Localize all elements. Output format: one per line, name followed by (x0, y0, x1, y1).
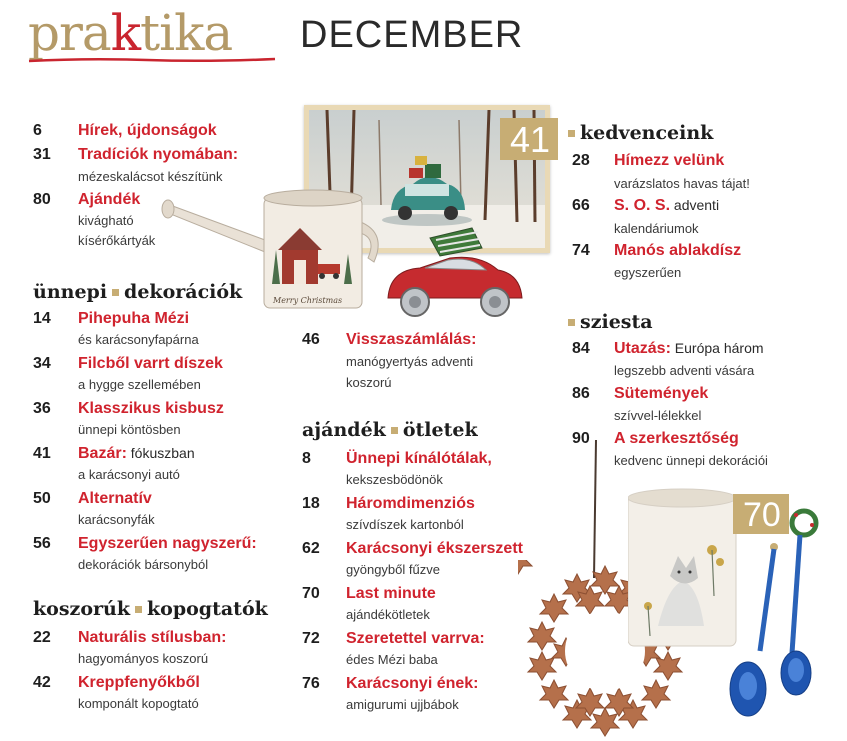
page-number: 41 (33, 445, 51, 462)
page-number: 84 (572, 340, 590, 357)
entry-subtitle: koszorú (346, 375, 392, 390)
page-number: 8 (302, 450, 311, 467)
entry-title: Karácsonyi ének: (346, 675, 479, 692)
page-number: 31 (33, 146, 51, 163)
section-heading-koszoruk: koszorúk kopogtatók (33, 598, 268, 620)
entry-title: Szeretettel varrva: (346, 630, 485, 647)
section-heading-sziesta: sziesta (568, 313, 653, 332)
watering-can-photo (160, 180, 390, 315)
page-number: 42 (33, 674, 51, 691)
entry-subtitle: kekszesbödönök (346, 472, 443, 487)
page-number: 90 (572, 430, 590, 447)
entry-title: Visszaszámlálás: (346, 331, 477, 348)
entry-title: Hírek, újdonságok (78, 122, 217, 139)
page-number: 70 (302, 585, 320, 602)
watering-can-text: Merry Christmas (273, 296, 343, 305)
page-number: 86 (572, 385, 590, 402)
page-number: 14 (33, 310, 51, 327)
entry-title: Last minute (346, 585, 436, 602)
entry-title: Hímezz velünk (614, 152, 725, 169)
page-number: 18 (302, 495, 320, 512)
entry-subtitle: gyöngyből fűzve (346, 562, 440, 577)
hanging-cord (586, 440, 606, 580)
praktika-logo: praktika (28, 4, 233, 62)
page-number: 28 (572, 152, 590, 169)
entry-subtitle: egyszerűen (614, 265, 682, 280)
car-charm-photo (380, 218, 530, 323)
entry-subtitle: kísérőkártyák (78, 233, 156, 248)
issue-month: DECEMBER (300, 14, 524, 56)
entry-title: S. O. S. adventi (614, 197, 720, 214)
page-number: 76 (302, 675, 320, 692)
entry-title: Ünnepi kínálótálak, (346, 450, 492, 467)
page-number: 56 (33, 535, 51, 552)
page-number: 46 (302, 331, 320, 348)
entry-subtitle: manógyertyás adventi (346, 354, 474, 369)
entry-title: A szerkesztőség (614, 430, 739, 447)
entry-subtitle: amigurumi ujjbábok (346, 697, 459, 712)
entry-title: Klasszikus kisbusz (78, 400, 224, 417)
section-heading-unnepi: ünnepi dekorációk (33, 281, 243, 303)
entry-subtitle: és karácsonyfapárna (78, 332, 199, 347)
entry-title: Bazár: fókuszban (78, 445, 195, 462)
entry-title: Karácsonyi ékszerszett (346, 540, 523, 557)
entry-subtitle: szívdíszek kartonból (346, 517, 464, 532)
toc-column-3 (568, 124, 838, 474)
section-heading-ajandek: ajándék ötletek (302, 419, 478, 441)
entry-title: Alternatív (78, 490, 152, 507)
entry-subtitle: ünnepi köntösben (78, 422, 181, 437)
entry-title: Utazás: Európa három (614, 340, 764, 357)
entry-subtitle: kalendáriumok (614, 221, 699, 236)
page-number: 34 (33, 355, 51, 372)
page-number: 36 (33, 400, 51, 417)
entry-subtitle: komponált kopogtató (78, 696, 199, 711)
entry-subtitle: legszebb adventi vására (614, 363, 755, 378)
entry-title: Sütemények (614, 385, 709, 402)
entry-subtitle: varázslatos havas tájat! (614, 176, 750, 191)
entry-subtitle: kivágható (78, 213, 134, 228)
page-badge-41: 41 (500, 118, 558, 160)
page-number: 66 (572, 197, 590, 214)
entry-subtitle: kedvenc ünnepi dekorációi (614, 453, 768, 468)
entry-title: Pihepuha Mézi (78, 310, 190, 327)
section-heading-kedvenceink: kedvenceink (568, 124, 713, 143)
page-badge-70: 70 (733, 494, 789, 534)
blue-spoons-photo (720, 505, 840, 741)
entry-title: Filcből varrt díszek (78, 355, 223, 372)
page-number: 72 (302, 630, 320, 647)
entry-subtitle: hagyományos koszorú (78, 651, 209, 666)
entry-subtitle: mézeskalácsot készítünk (78, 169, 223, 184)
page-number: 62 (302, 540, 320, 557)
entry-title: Tradíciók nyomában: (78, 146, 239, 163)
page-number: 80 (33, 191, 51, 208)
entry-title: Háromdimenziós (346, 495, 475, 512)
page-number: 6 (33, 122, 42, 139)
entry-subtitle: ajándékötletek (346, 607, 430, 622)
page-number: 50 (33, 490, 51, 507)
entry-subtitle: édes Mézi baba (346, 652, 438, 667)
page-number: 22 (33, 629, 51, 646)
entry-title: Ajándék (78, 191, 141, 208)
entry-title: Naturális stílusban: (78, 629, 227, 646)
entry-title: Kreppfenyőkből (78, 674, 200, 691)
entry-subtitle: szívvel-lélekkel (614, 408, 702, 423)
entry-title: Manós ablakdísz (614, 242, 742, 259)
entry-subtitle: karácsonyfák (78, 512, 155, 527)
entry-subtitle: a hygge szellemében (78, 377, 201, 392)
entry-title: Egyszerűen nagyszerű: (78, 535, 257, 552)
logo-swoosh (27, 55, 277, 65)
entry-subtitle: dekorációk bársonyból (78, 557, 209, 572)
page-number: 74 (572, 242, 590, 259)
entry-subtitle: a karácsonyi autó (78, 467, 180, 482)
